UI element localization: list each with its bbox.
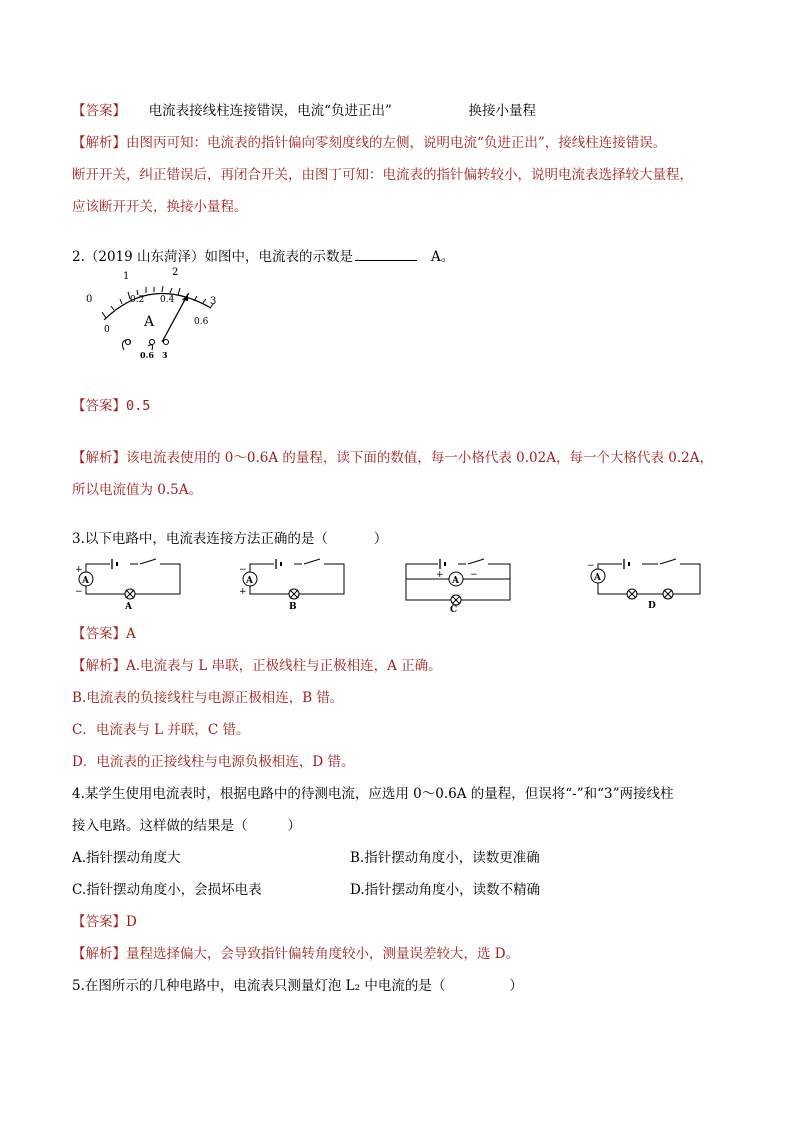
meter-label: A xyxy=(452,576,459,586)
bottom-scale-0-6: 0.6 xyxy=(194,317,209,327)
explanation-text: 该电流表使用的 0～0.6A 的量程，读下面的数值，每一小格代表 0.02A，每一个大格代表 0.2A， xyxy=(126,450,713,466)
minus-sign: − xyxy=(470,570,478,580)
answer-value: A xyxy=(126,626,136,642)
explanation-tag: 【解析】 xyxy=(72,135,126,151)
answer-tag: 【答案】 xyxy=(72,626,126,642)
q3-stem xyxy=(72,529,387,549)
answer-tag: 【答案】 xyxy=(72,103,126,119)
scale-ticks xyxy=(102,286,217,318)
q4-answer xyxy=(72,912,137,932)
q4-stem-text: 接入电路。这样做的结果是（ xyxy=(72,818,248,834)
q1-explanation-line1 xyxy=(72,133,666,153)
answer-text: 电流表接线柱连接错误，电流“负进正出” xyxy=(148,103,392,119)
top-scale-2: 2 xyxy=(172,267,179,278)
q1-explanation-line3: 应该断开开关，换接小量程。 xyxy=(72,199,248,215)
q4-option-b: B.指针摆动角度小，读数更准确 xyxy=(350,850,540,866)
q4-option-d: D.指针摆动角度小，读数不精确 xyxy=(350,882,541,898)
q4-stem-line2 xyxy=(72,816,301,836)
explanation-tag: 【解析】 xyxy=(72,450,126,466)
meter-terminals xyxy=(122,340,168,351)
meter-label: A xyxy=(144,314,155,330)
circuit-c xyxy=(398,556,518,612)
q2-stem-unit: A。 xyxy=(431,249,455,265)
explanation-text: 量程选择偏大，会导致指针偏转角度较小，测量误差较大，选 D。 xyxy=(126,946,520,962)
circuit-label-c: C xyxy=(450,605,458,612)
bottom-scale-0-2: 0.2 xyxy=(130,295,145,305)
q4-explanation xyxy=(72,944,519,964)
q4-stem-end: ） xyxy=(287,818,301,834)
q5-stem xyxy=(72,976,523,996)
explanation-text: A.电流表与 L 串联，正极线柱与正极相连，A 正确。 xyxy=(126,658,442,674)
terminal-0-6: 0.6 xyxy=(140,350,154,360)
answer-blank xyxy=(355,246,417,261)
meter-label: A xyxy=(82,576,89,586)
q3-explanation-line4: D．电流表的正接线柱与电源负极相连，D 错。 xyxy=(72,754,355,770)
answer-value: D xyxy=(126,914,137,930)
minus-sign: − xyxy=(587,561,595,571)
explanation-tag: 【解析】 xyxy=(72,946,126,962)
top-scale-1: 1 xyxy=(123,271,130,282)
q2-explanation-line2: 所以电流值为 0.5A。 xyxy=(72,482,203,498)
q1-explanation-line2: 断开开关，纠正错误后，再闭合开关，由图丁可知：电流表的指针偏转较小，说明电流表选择较大量程， xyxy=(72,167,693,183)
circuit-label-b: B xyxy=(289,602,297,612)
q3-stem-text: 3.以下电路中，电流表连接方法正确的是（ xyxy=(72,531,328,547)
plus-sign: + xyxy=(239,587,247,597)
bottom-scale-0-4: 0.4 xyxy=(160,295,175,305)
answer-tag: 【答案】 xyxy=(72,398,126,414)
minus-sign: − xyxy=(75,587,83,597)
explanation-text: 由图丙可知：电流表的指针偏向零刻度线的左侧，说明电流“负进正出”，接线柱连接错误。 xyxy=(126,135,667,151)
meter-label: A xyxy=(246,576,253,586)
top-scale-3: 3 xyxy=(210,296,217,307)
answer-text-2: 换接小量程 xyxy=(468,103,536,119)
ammeter-dial-figure xyxy=(76,262,226,362)
circuit-d xyxy=(582,556,712,612)
q3-stem-end: ） xyxy=(373,531,388,547)
top-scale-0: 0 xyxy=(86,294,93,305)
q4-stem-line1: 4.某学生使用电流表时，根据电路中的待测电流，应选用 0～0.6A 的量程，但误将“-”和“3”两接线柱 xyxy=(72,786,674,802)
minus-sign: − xyxy=(239,565,247,575)
meter-label: A xyxy=(594,573,601,583)
circuit-label-a: A xyxy=(125,602,132,612)
plus-sign: + xyxy=(75,565,83,575)
bottom-scale-0: 0 xyxy=(104,325,110,335)
answer-value: 0.5 xyxy=(126,398,151,414)
plus-sign: + xyxy=(436,570,444,580)
q3-answer xyxy=(72,624,136,644)
q5-stem-text: 5.在图所示的几种电路中，电流表只测量灯泡 L₂ 中电流的是（ xyxy=(72,978,446,994)
terminal-3: 3 xyxy=(162,350,168,360)
q3-explanation-line3: C．电流表与 L 并联，C 错。 xyxy=(72,722,250,738)
circuit-a xyxy=(70,556,190,612)
q4-option-a: A.指针摆动角度大 xyxy=(72,850,181,866)
q1-answer xyxy=(72,101,536,121)
circuit-label-d: D xyxy=(648,601,656,611)
q3-explanation-line2: B.电流表的负接线柱与电源正极相连，B 错。 xyxy=(72,690,344,706)
q5-stem-end: ） xyxy=(509,978,523,994)
explanation-tag: 【解析】 xyxy=(72,658,126,674)
q2-answer xyxy=(72,396,150,416)
q3-explanation-line1 xyxy=(72,656,442,676)
answer-tag: 【答案】 xyxy=(72,914,126,930)
q2-explanation-line1 xyxy=(72,448,713,468)
q4-option-c: C.指针摆动角度小，会损坏电表 xyxy=(72,882,262,898)
pointer-tip xyxy=(182,294,188,301)
q2-stem-text: 2.（2019 山东菏泽）如图中，电流表的示数是 xyxy=(72,249,354,265)
circuit-b xyxy=(234,556,354,612)
